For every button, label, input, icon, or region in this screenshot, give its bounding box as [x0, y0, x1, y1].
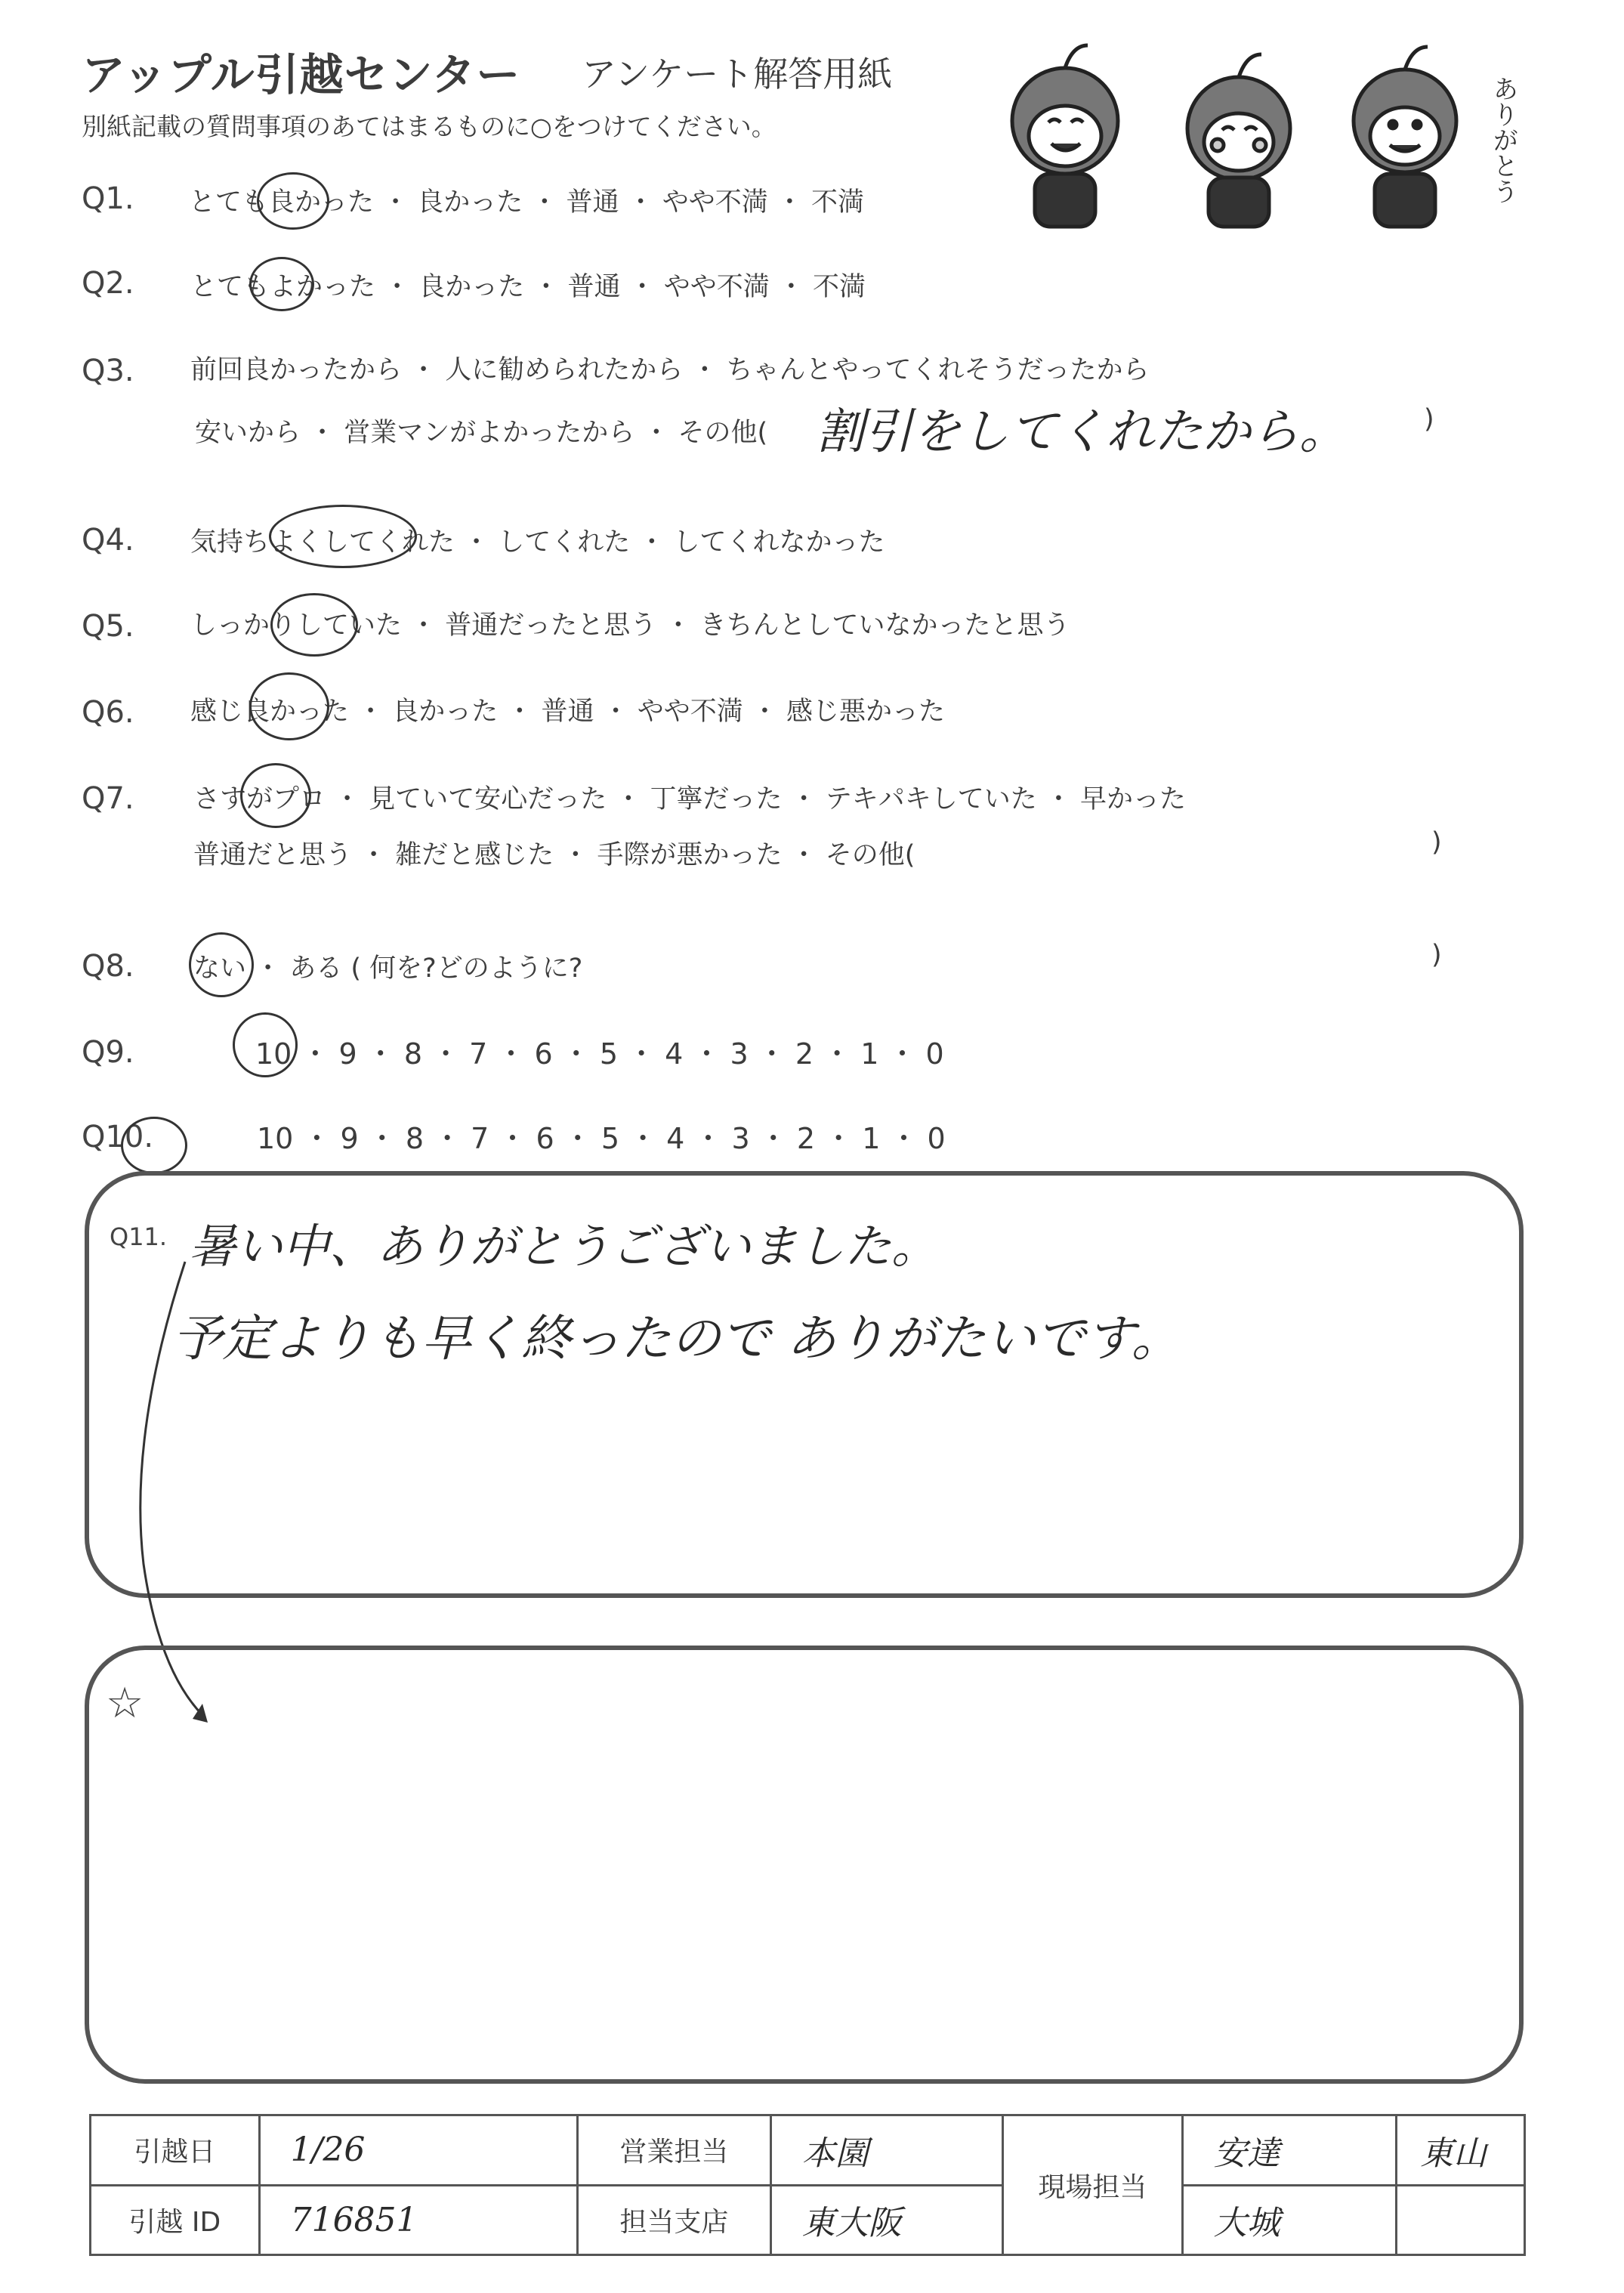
site-staff-4[interactable] [1397, 2185, 1525, 2255]
q6-options[interactable]: 感じ良かった ・ 良かった ・ 普通 ・ やや不満 ・ 感じ悪かった [190, 697, 946, 727]
q1-answer-circle [257, 172, 329, 230]
site-label: 現場担当 [1003, 2115, 1183, 2255]
site-staff-2[interactable]: 東山 [1397, 2115, 1525, 2186]
instruction-text: 別紙記載の質問事項のあてはまるものに○をつけてください。 [82, 112, 776, 141]
q8-options[interactable]: ない ・ ある ( 何を?どのように? [193, 953, 583, 984]
q4-answer-circle [269, 505, 417, 568]
q6-answer-circle [249, 672, 329, 740]
q2-options[interactable]: とてもよかった ・ 良かった ・ 普通 ・ やや不満 ・ 不満 [190, 272, 866, 302]
q7-close-paren: ) [1431, 827, 1442, 858]
q11-handwritten-line1: 暑い中、ありがとうございました。 [189, 1219, 939, 1274]
q3-options-line1[interactable]: 前回良かったから ・ 人に勧められたから ・ ちゃんとやってくれそうだったから [190, 355, 1150, 385]
q3-label: Q3. [82, 354, 134, 388]
q4-label: Q4. [82, 523, 134, 558]
moving-id-label: 引越 ID [91, 2185, 260, 2255]
q10-answer-circle [121, 1117, 187, 1174]
q3-close-paren: ) [1424, 404, 1434, 434]
q5-answer-circle [270, 593, 358, 657]
q10-label: Q10. [82, 1120, 154, 1154]
q3-options-line2[interactable]: 安いから ・ 営業マンがよかったから ・ その他( [195, 418, 768, 448]
q8-label: Q8. [82, 949, 134, 984]
moving-date-label: 引越日 [91, 2115, 260, 2186]
q9-label: Q9. [82, 1035, 134, 1070]
free-comment-box[interactable] [85, 1646, 1524, 2084]
q2-answer-circle [249, 257, 314, 311]
sales-value[interactable]: 本園 [770, 2115, 1002, 2186]
site-staff-1[interactable]: 安達 [1182, 2115, 1397, 2186]
mascot-caption: ありがとう [1488, 76, 1518, 204]
q2-label: Q2. [82, 266, 134, 301]
moving-id-value[interactable]: 716851 [259, 2185, 578, 2255]
footer-staff-table [89, 2114, 1526, 2256]
q11-label: Q11. [110, 1222, 168, 1251]
star-icon: ☆ [106, 1679, 144, 1728]
branch-label: 担当支店 [578, 2185, 771, 2255]
sales-label: 営業担当 [578, 2115, 771, 2186]
q3-handwritten-other: 割引をしてくれたから。 [816, 404, 1348, 460]
q7-options-line2[interactable]: 普通だと思う ・ 雑だと感じた ・ 手際が悪かった ・ その他( [193, 840, 915, 870]
q1-label: Q1. [82, 181, 134, 216]
form-title: アップル引越センター [82, 49, 521, 100]
q10-scale[interactable]: 10 ・ 9 ・ 8 ・ 7 ・ 6 ・ 5 ・ 4 ・ 3 ・ 2 ・ 1 ・ 0 [257, 1122, 946, 1155]
q1-options[interactable]: とても良かった ・ 良かった ・ 普通 ・ やや不満 ・ 不満 [189, 187, 865, 218]
q5-options[interactable]: しっかりしていた ・ 普通だったと思う ・ きちんとしていなかったと思う [190, 610, 1070, 641]
q7-options-line1[interactable]: さすがプロ ・ 見ていて安心だった ・ 丁寧だった ・ テキパキしていた ・ 早かった [193, 784, 1187, 814]
q8-answer-circle [189, 932, 254, 997]
q7-label: Q7. [82, 781, 134, 816]
q8-close-paren: ) [1431, 940, 1442, 970]
moving-date-value[interactable]: 1/26 [259, 2115, 578, 2186]
q5-label: Q5. [82, 609, 134, 644]
monkey-mascots-illustration [982, 30, 1518, 242]
q6-label: Q6. [82, 695, 134, 730]
branch-value[interactable]: 東大阪 [770, 2185, 1002, 2255]
q9-scale[interactable]: 10 ・ 9 ・ 8 ・ 7 ・ 6 ・ 5 ・ 4 ・ 3 ・ 2 ・ 1 ・ 0 [255, 1037, 944, 1071]
q7-answer-circle [240, 763, 311, 828]
q11-handwritten-line2: 予定よりも早く終ったので ありがたいです。 [172, 1309, 1181, 1367]
site-staff-3[interactable]: 大城 [1182, 2185, 1397, 2255]
form-subtitle: アンケート解答用紙 [582, 54, 893, 94]
q9-answer-circle [233, 1012, 298, 1077]
q4-options[interactable]: 気持ちよくしてくれた ・ してくれた ・ してくれなかった [190, 527, 885, 558]
